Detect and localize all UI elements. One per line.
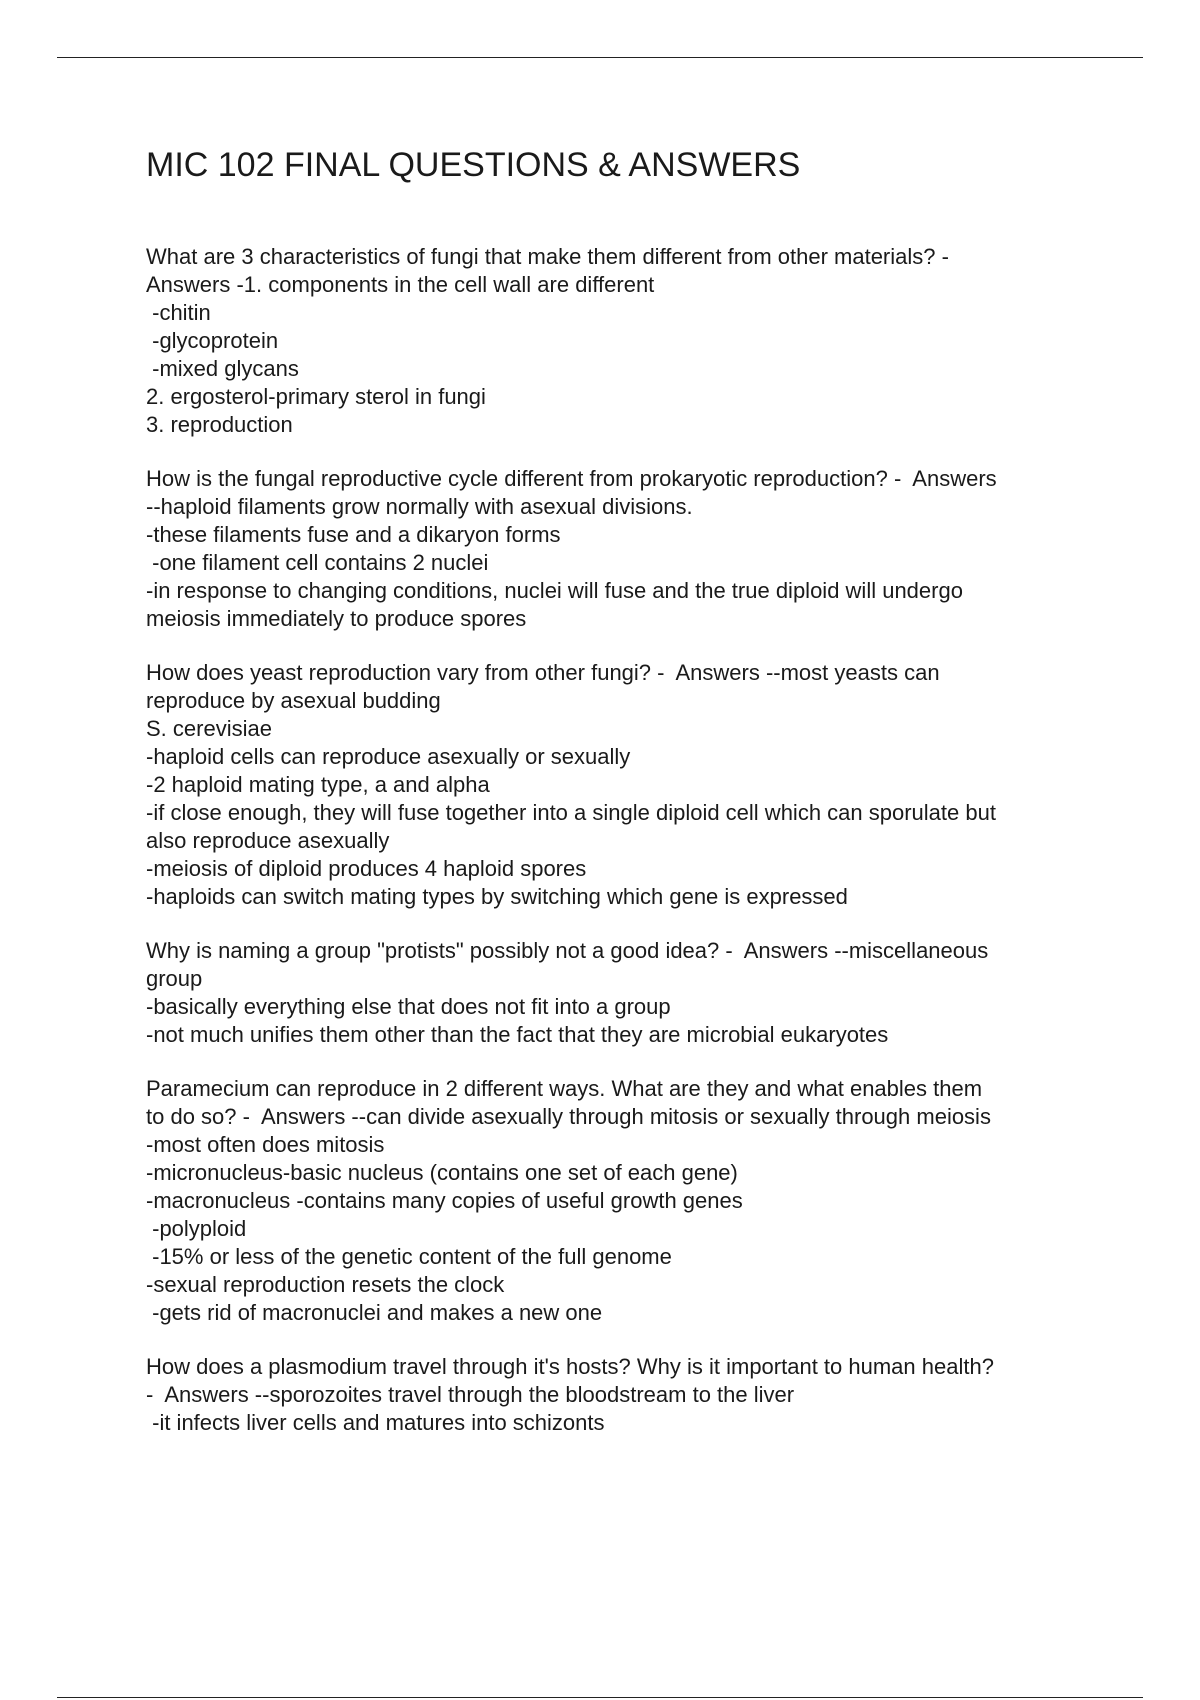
text-line: How does a plasmodium travel through it's hosts? Why is it important to human health? bbox=[146, 1354, 994, 1379]
text-line: Why is naming a group "protists" possibly not a good idea? - Answers --miscellaneous bbox=[146, 938, 989, 963]
text-line: -micronucleus-basic nucleus (contains one set of each gene) bbox=[146, 1160, 738, 1185]
text-line: -most often does mitosis bbox=[146, 1132, 385, 1157]
text-line: -chitin bbox=[146, 300, 211, 325]
text-line: How is the fungal reproductive cycle different from prokaryotic reproduction? - Answers bbox=[146, 466, 997, 491]
text-line: -haploids can switch mating types by switching which gene is expressed bbox=[146, 884, 848, 909]
qa-block-fungal-reproductive-cycle bbox=[146, 465, 1096, 633]
page-title: MIC 102 FINAL QUESTIONS & ANSWERS bbox=[146, 146, 801, 184]
top-rule bbox=[57, 57, 1143, 58]
text-line: 3. reproduction bbox=[146, 412, 293, 437]
text-line: -haploid cells can reproduce asexually or sexually bbox=[146, 744, 631, 769]
text-line: How does yeast reproduction vary from other fungi? - Answers --most yeasts can bbox=[146, 660, 940, 685]
text-line: -mixed glycans bbox=[146, 356, 299, 381]
text-line: -it infects liver cells and matures into schizonts bbox=[146, 1410, 605, 1435]
qa-content bbox=[146, 243, 1096, 1463]
text-line: What are 3 characteristics of fungi that make them different from other materials? - bbox=[146, 244, 949, 269]
qa-block-protists-naming bbox=[146, 937, 1096, 1049]
text-line: -gets rid of macronuclei and makes a new one bbox=[146, 1300, 603, 1325]
bottom-rule bbox=[57, 1697, 1143, 1698]
text-line: Answers -1. components in the cell wall are different bbox=[146, 272, 655, 297]
text-line: Paramecium can reproduce in 2 different ways. What are they and what enables them bbox=[146, 1076, 983, 1101]
text-line: -one filament cell contains 2 nuclei bbox=[146, 550, 489, 575]
text-line: -macronucleus -contains many copies of useful growth genes bbox=[146, 1188, 743, 1213]
text-line: -not much unifies them other than the fact that they are microbial eukaryotes bbox=[146, 1022, 889, 1047]
text-line: -polyploid bbox=[146, 1216, 247, 1241]
text-line: 2. ergosterol-primary sterol in fungi bbox=[146, 384, 486, 409]
text-line: reproduce by asexual budding bbox=[146, 688, 441, 713]
text-line: -basically everything else that does not fit into a group bbox=[146, 994, 671, 1019]
text-line: -2 haploid mating type, a and alpha bbox=[146, 772, 490, 797]
text-line: -sexual reproduction resets the clock bbox=[146, 1272, 505, 1297]
text-line: -glycoprotein bbox=[146, 328, 279, 353]
qa-block-yeast-reproduction bbox=[146, 659, 1096, 911]
text-line: group bbox=[146, 966, 203, 991]
text-line: S. cerevisiae bbox=[146, 716, 272, 741]
text-line: meiosis immediately to produce spores bbox=[146, 606, 527, 631]
text-line: also reproduce asexually bbox=[146, 828, 390, 853]
text-line: -meiosis of diploid produces 4 haploid spores bbox=[146, 856, 587, 881]
text-line: - Answers --sporozoites travel through the bloodstream to the liver bbox=[146, 1382, 795, 1407]
qa-block-plasmodium-travel bbox=[146, 1353, 1096, 1437]
text-line: -in response to changing conditions, nuclei will fuse and the true diploid will undergo bbox=[146, 578, 963, 603]
text-line: to do so? - Answers --can divide asexually through mitosis or sexually through meiosis bbox=[146, 1104, 991, 1129]
text-line: --haploid filaments grow normally with asexual divisions. bbox=[146, 494, 693, 519]
text-line: -these filaments fuse and a dikaryon forms bbox=[146, 522, 561, 547]
text-line: -if close enough, they will fuse together into a single diploid cell which can sporulate but bbox=[146, 800, 996, 825]
qa-block-paramecium-reproduction bbox=[146, 1075, 1096, 1327]
qa-block-fungi-characteristics bbox=[146, 243, 1096, 439]
text-line: -15% or less of the genetic content of the full genome bbox=[146, 1244, 672, 1269]
